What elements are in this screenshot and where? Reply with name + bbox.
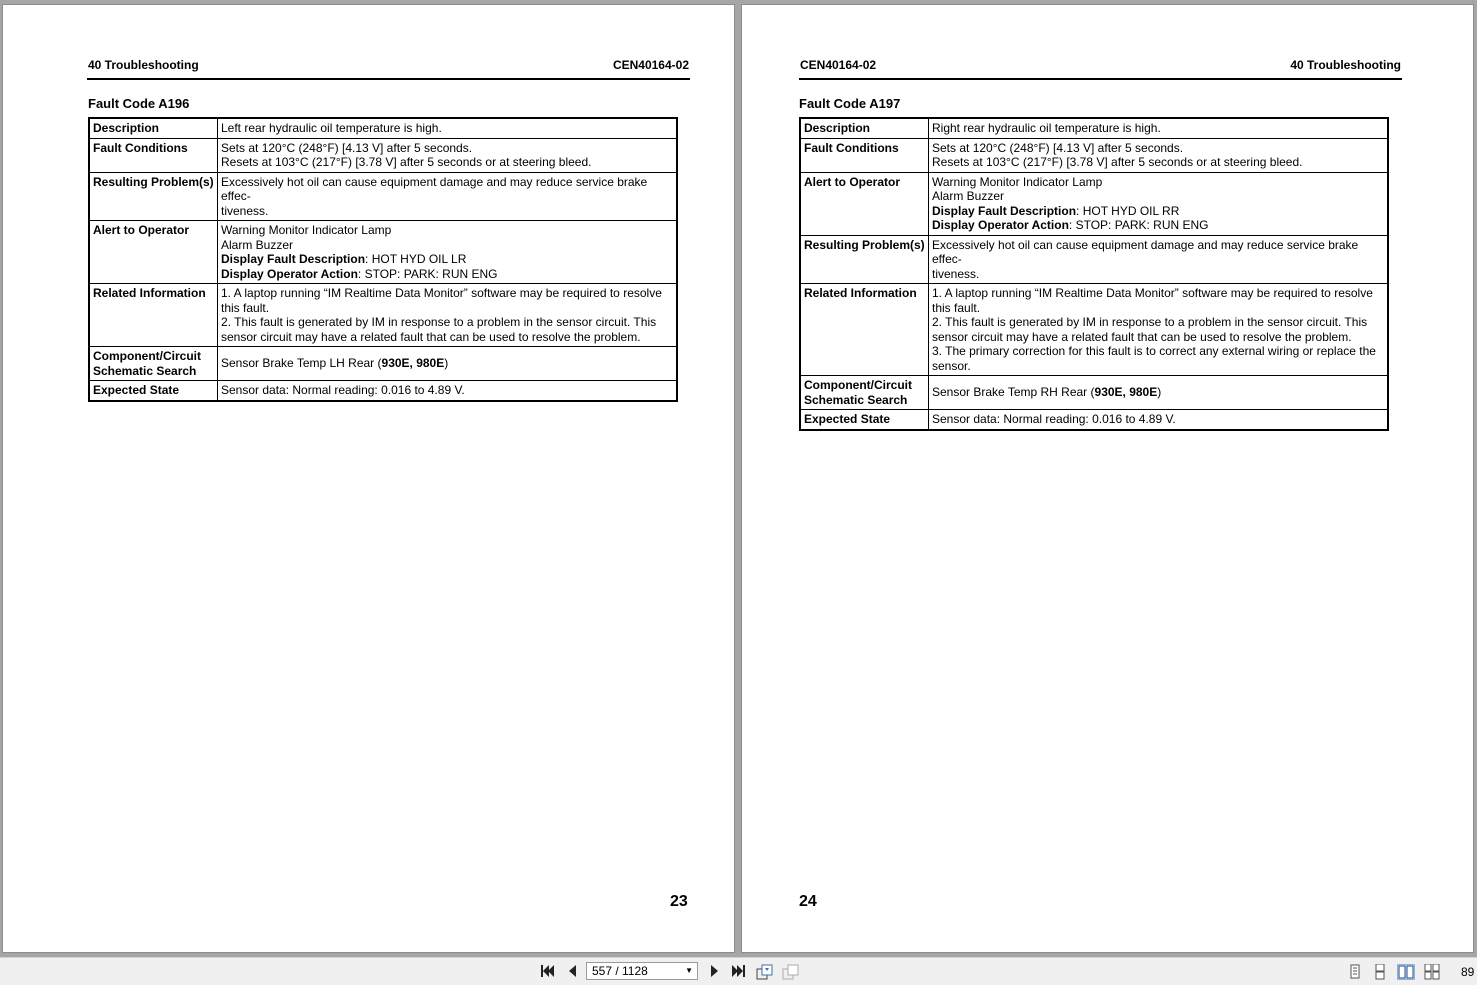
- table-row: [89, 172, 677, 221]
- single-page-view-icon[interactable]: [1346, 964, 1364, 980]
- table-row: [89, 284, 677, 347]
- row-key: Expected State: [800, 410, 929, 430]
- row-value: Sets at 120°C (248°F) [4.13 V] after 5 seconds. Resets at 103°C (217°F) [3.78 V] after 5 seconds or at steering bleed.: [929, 138, 1389, 172]
- row-value: Sensor Brake Temp LH Rear (930E, 980E): [218, 347, 678, 381]
- prev-page-icon[interactable]: [563, 964, 581, 980]
- header-left-text: CEN40164-02: [800, 58, 877, 72]
- table-row: [800, 284, 1388, 376]
- page-number-input[interactable]: 557 / 1128 ▼: [586, 962, 698, 980]
- table-row: [89, 221, 677, 284]
- header-right-text: 40 Troubleshooting: [1290, 58, 1401, 72]
- table-row: [89, 138, 677, 172]
- row-key: Alert to Operator: [89, 221, 218, 284]
- rotate-icon[interactable]: [756, 964, 774, 980]
- row-key: Related Information: [800, 284, 929, 376]
- row-key: Resulting Problem(s): [89, 172, 218, 221]
- row-value: Warning Monitor Indicator Lamp Alarm Buzzer Display Fault Description: HOT HYD OIL LR Display Operator Action: STOP: PARK: RUN ENG: [218, 221, 678, 284]
- fault-code-table: [88, 117, 678, 402]
- rotate-alt-icon[interactable]: [782, 964, 800, 980]
- row-key: Fault Conditions: [800, 138, 929, 172]
- fault-code-title: Fault Code A196: [88, 96, 190, 111]
- row-key: Resulting Problem(s): [800, 235, 929, 284]
- page-number: 23: [670, 893, 688, 910]
- fault-code-title: Fault Code A197: [799, 96, 901, 111]
- row-value: Excessively hot oil can cause equipment damage and may reduce service brake effec- tiveness.: [218, 172, 678, 221]
- first-page-icon[interactable]: [538, 964, 556, 980]
- chevron-down-icon[interactable]: ▼: [685, 966, 693, 975]
- row-value: Left rear hydraulic oil temperature is high.: [218, 118, 678, 138]
- row-value: Right rear hydraulic oil temperature is high.: [929, 118, 1389, 138]
- header-left-text: 40 Troubleshooting: [88, 58, 199, 72]
- page-header: [87, 52, 690, 80]
- page-left: [3, 5, 734, 952]
- row-value: Excessively hot oil can cause equipment damage and may reduce service brake effec- tiveness.: [929, 235, 1389, 284]
- row-value: Warning Monitor Indicator Lamp Alarm Buzzer Display Fault Description: HOT HYD OIL RR Display Operator Action: STOP: PARK: RUN ENG: [929, 172, 1389, 235]
- page-right: [742, 5, 1473, 952]
- next-page-icon[interactable]: [706, 964, 724, 980]
- row-value: Sensor data: Normal reading: 0.016 to 4.89 V.: [929, 410, 1389, 430]
- row-key: Description: [89, 118, 218, 138]
- row-key: Description: [800, 118, 929, 138]
- row-value: Sensor data: Normal reading: 0.016 to 4.89 V.: [218, 381, 678, 401]
- header-right-text: CEN40164-02: [612, 58, 689, 72]
- row-key: Alert to Operator: [800, 172, 929, 235]
- table-row: [800, 235, 1388, 284]
- fault-code-table: [799, 117, 1389, 431]
- two-page-view-icon[interactable]: [1397, 964, 1415, 980]
- row-value: Sensor Brake Temp RH Rear (930E, 980E): [929, 376, 1389, 410]
- row-key: Fault Conditions: [89, 138, 218, 172]
- zoom-level[interactable]: 89: [1461, 965, 1475, 979]
- continuous-view-icon[interactable]: [1371, 964, 1389, 980]
- page-header: [799, 52, 1402, 80]
- table-row: [89, 347, 677, 381]
- table-row: [800, 172, 1388, 235]
- row-key: Related Information: [89, 284, 218, 347]
- table-row: [800, 376, 1388, 410]
- two-page-continuous-view-icon[interactable]: [1423, 964, 1441, 980]
- table-row: [89, 118, 677, 138]
- table-row: [800, 410, 1388, 430]
- viewer-toolbar: [0, 957, 1477, 985]
- table-row: [800, 138, 1388, 172]
- last-page-icon[interactable]: [730, 964, 748, 980]
- row-value: 1. A laptop running “IM Realtime Data Monitor” software may be required to resolve this fault. 2. This fault is generated by IM in response to a problem in the sensor circuit. This sensor circuit may have a related fault that can be used to resolve the problem.: [218, 284, 678, 347]
- table-row: [89, 381, 677, 401]
- row-value: 1. A laptop running “IM Realtime Data Monitor” software may be required to resolve this fault. 2. This fault is generated by IM in response to a problem in the sensor circuit. This sensor circuit may have a related fault that can be used to resolve the problem. 3. The primary correction for this fault is to correct any external wiring or replace the sensor.: [929, 284, 1389, 376]
- table-row: [800, 118, 1388, 138]
- row-value: Sets at 120°C (248°F) [4.13 V] after 5 seconds. Resets at 103°C (217°F) [3.78 V] after 5 seconds or at steering bleed.: [218, 138, 678, 172]
- row-key: Expected State: [89, 381, 218, 401]
- row-key: Component/Circuit Schematic Search: [89, 347, 218, 381]
- page-number: 24: [799, 893, 817, 910]
- row-key: Component/Circuit Schematic Search: [800, 376, 929, 410]
